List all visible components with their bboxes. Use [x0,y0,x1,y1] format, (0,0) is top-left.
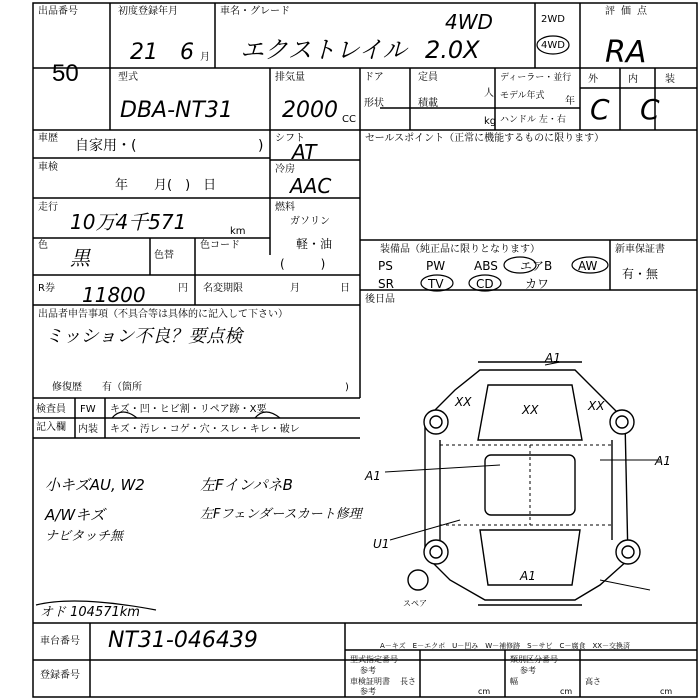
yen-unit: 円 [178,283,188,294]
length-label: 長さ [400,677,416,686]
model-year-label: モデル年式 [500,91,545,101]
km-unit: km [230,226,246,237]
model-code-label: 型式 [118,72,138,83]
color-label: 色 [38,240,48,251]
r-ticket-label: R券 [38,283,55,294]
history-label: 車歴 [38,133,58,144]
shift-value: AT [292,140,317,164]
note-right-2: 左Fフェンダースカート修理 [200,507,362,522]
ref-label-1: 参考 [360,666,376,675]
fuel-diesel: 軽・油 [296,237,333,251]
cc-unit: CC [342,114,356,125]
shift-label: シフト [275,133,305,144]
mark-front: A1 [545,351,561,365]
mileage-value: 10万4千571 [70,210,187,234]
dealer-label: ディーラー・並行 [500,73,572,83]
inspection-text: 年 月( ) 日 [115,178,217,193]
lot-number: 50 [52,60,79,87]
first-reg-year: 21 [130,40,158,65]
model-name: エクストレイル [240,36,407,64]
grade: 2.0X [425,36,480,64]
equip-sr: SR [378,277,394,291]
equip-ps: PS [378,259,393,273]
equip-cd: CD [476,277,494,291]
month-text: 月 [290,283,300,294]
mileage-label: 走行 [38,202,58,213]
color-value: 黒 [70,246,90,270]
equip-airbag: エアB [520,259,553,273]
score-value: RA [605,35,647,70]
width-unit: cm [560,687,573,696]
odo-note: オド 104571km [40,605,140,620]
inspection-label: 車検 [38,162,58,173]
warranty-value: 有・無 [622,267,659,281]
mark-dent: U1 [373,537,390,551]
category-label: 類別区分番号 [510,655,558,664]
door-label: ドア [364,72,384,83]
year-unit: 年 [565,96,575,107]
mark-xx-hood: XX [522,403,539,417]
mark-xx-right: XX [588,399,605,413]
mark-right-side: A1 [655,454,671,468]
chassis-value: NT31-046439 [108,628,258,653]
ac-label: 冷房 [275,164,295,175]
name-grade-label: 車名・グレード [220,6,290,17]
interior-grade: C [640,93,660,126]
registration-label: 登録番号 [40,670,80,681]
note-left-3: ナビタッチ無 [45,529,124,544]
note-left-2: A/Wキズ [45,506,105,524]
lot-label: 出品番号 [38,6,78,17]
spare-label: スペア [403,599,427,608]
height-label: 高さ [585,677,601,686]
equip-abs: ABS [474,259,498,273]
declaration-note: ミッション不良？要点検 [45,326,243,347]
r-ticket-value: 11800 [82,283,146,307]
width-label: 幅 [510,677,518,686]
fuel-paren: ( ) [280,257,326,271]
fw-text: キズ・凹・ヒビ割・リペア跡・X要 [110,404,267,415]
month-unit: 月 [200,52,210,63]
score-label: 評価点 [605,6,653,17]
mark-left-side: A1 [365,469,381,483]
kg-unit: kg [484,116,497,127]
drive-2wd: 2WD [541,14,565,25]
equipment-list-label: 装備品（純正品に限りとなります） [380,244,540,255]
length-unit: cm [478,687,491,696]
drive-4wd: 4WD [541,40,565,51]
ac-value: AAC [290,174,332,198]
fuel-gas: ガソリン [290,216,330,227]
note-right-1: 左FインパネB [200,476,293,494]
capacity-label: 定員 [418,72,438,83]
fw-label: FW [80,404,96,415]
shape-label: 形状 [364,98,384,109]
equip-tv: TV [428,277,444,291]
drive-note: 4WD [445,10,493,34]
equip-pw: PW [426,259,446,273]
repair-close: ) [345,382,349,393]
ref-label-2: 参考 [520,666,536,675]
displacement-label: 排気量 [275,72,305,83]
history-close: ) [258,138,264,154]
load-label: 積載 [418,98,438,109]
person-unit: 人 [484,88,494,99]
model-code: DBA-NT31 [120,98,233,123]
equip-leather: カワ [525,277,550,291]
history-value: 自家用・( [75,138,137,154]
displacement: 2000 [282,98,338,123]
mark-rear: A1 [520,569,536,583]
day-text: 日 [340,283,350,294]
warranty-label: 新車保証書 [615,244,665,255]
interior-row-text: キズ・汚レ・コゲ・穴・スレ・キレ・破レ [110,424,300,435]
height-unit: cm [660,687,673,696]
diagram-legend: A－キズ E－エクボ U－凹み W－補修跡 S－サビ C－腐食 XX－交換済 [380,642,631,650]
record-label: 記入欄 [36,422,66,433]
interior-row-label: 内装 [78,424,98,435]
handle-label: ハンドル 左・右 [500,115,566,125]
note-left-1: 小キズAU, W2 [45,476,145,494]
repair-label: 修復歴 有（箇所 [52,382,142,393]
first-reg-label: 初度登録年月 [118,6,178,17]
exterior-label: 外 [588,74,598,85]
reg-cert-label: 車検証明書 [350,677,390,686]
type-spec-label: 型式指定番号 [350,655,398,664]
name-change-label: 名変期限 [203,283,243,294]
color-code-label: 色コード [200,240,240,251]
ref-label-3: 参考 [360,687,376,696]
first-reg-month: 6 [180,40,194,65]
interior-label: 内 [628,74,638,85]
sales-points-label: セールスポイント（正常に機能するものに限ります） [365,133,605,144]
equip-aw: AW [578,259,598,273]
mark-xx-left: XX [455,395,472,409]
equipment-label: 装 [665,74,675,85]
color-swap-label: 色替 [154,250,174,261]
rear-seat-label: 後日品 [365,294,395,305]
chassis-label: 車台番号 [40,636,80,647]
exterior-grade: C [590,93,610,126]
fuel-label: 燃料 [275,202,295,213]
declaration-label: 出品者申告事項（不具合等は具体的に記入して下さい） [38,309,288,320]
inspector-label: 検査員 [36,404,66,415]
